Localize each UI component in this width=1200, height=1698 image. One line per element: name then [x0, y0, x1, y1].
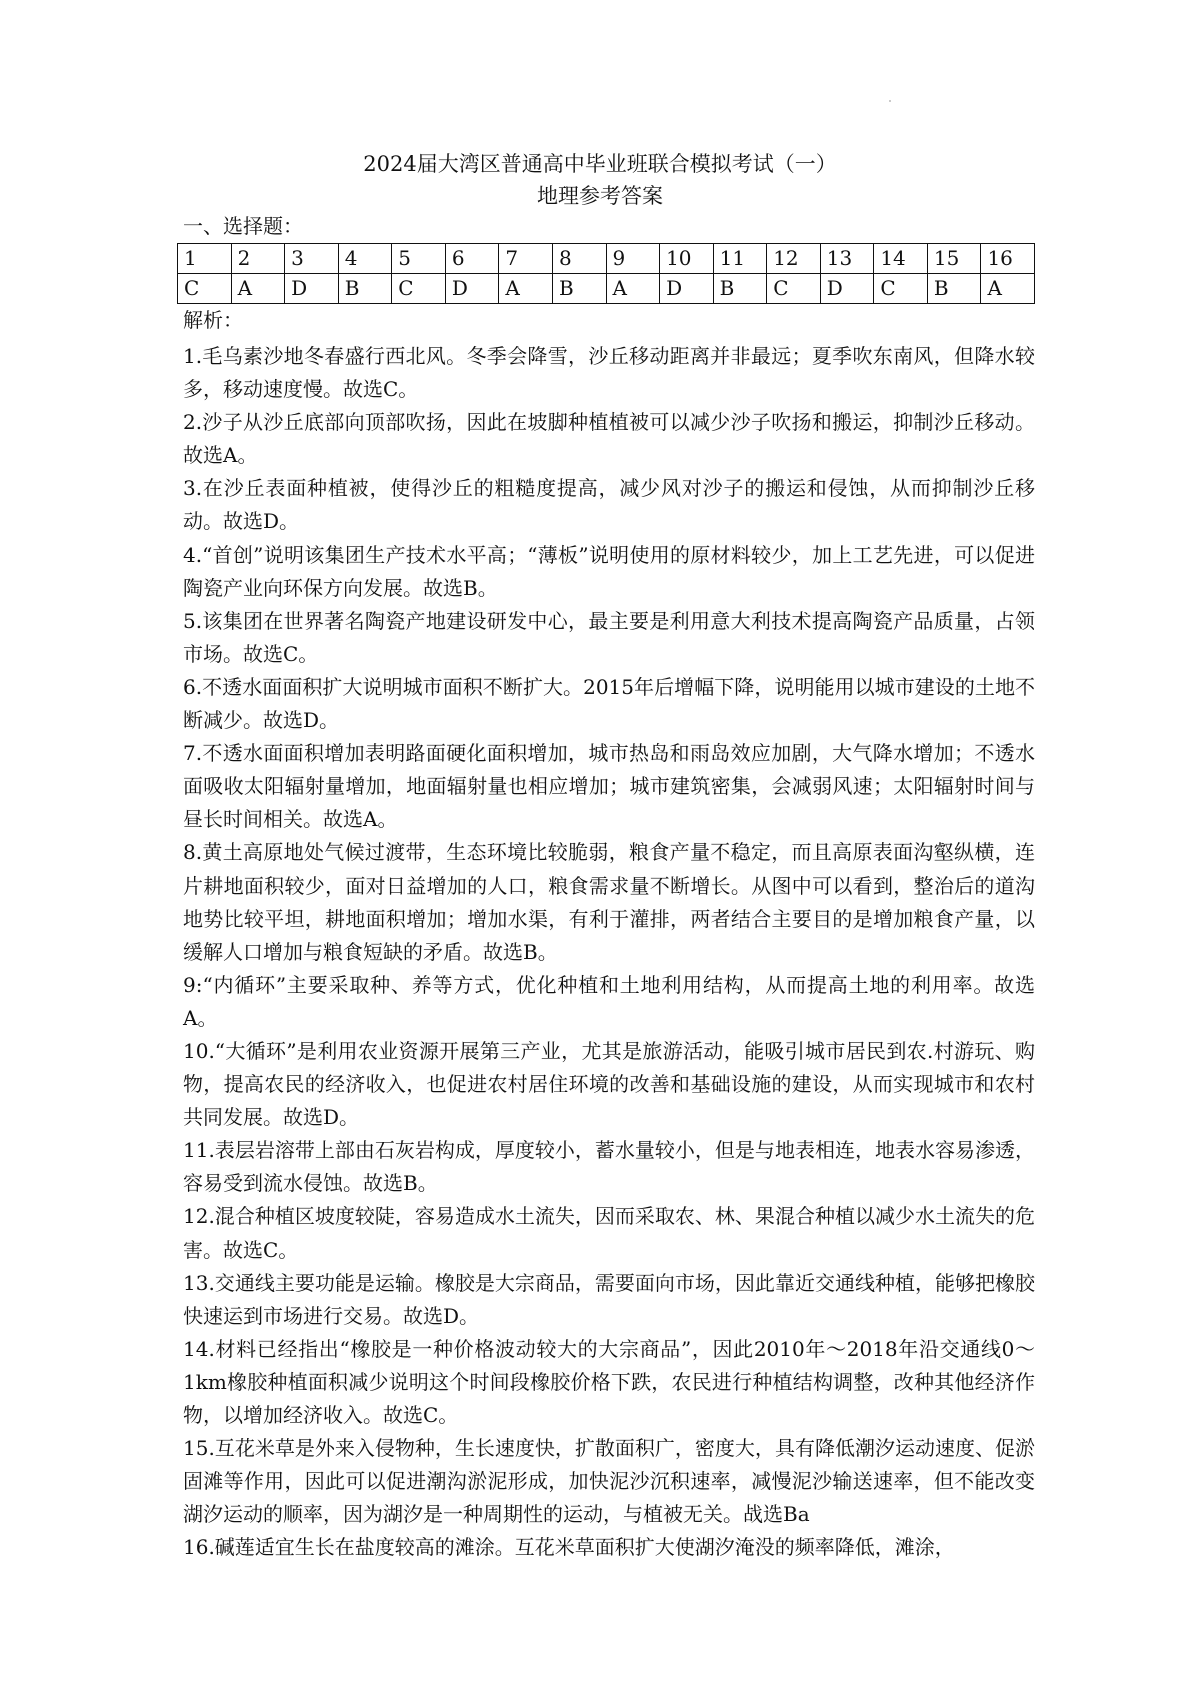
answer-number-row: [178, 244, 1035, 274]
answer-letter-cell: C: [178, 274, 232, 304]
section-heading-choice: 一、选择题：: [183, 214, 303, 238]
question-number-cell: 10: [660, 244, 714, 274]
question-number-cell: 7: [499, 244, 553, 274]
analysis-heading: 解析：: [183, 308, 243, 332]
answer-letter-cell: B: [552, 274, 606, 304]
answer-letter-cell: D: [445, 274, 499, 304]
analysis-item: 1.毛乌素沙地冬春盛行西北风。冬季会降雪，沙丘移动距离并非最远；夏季吹东南风，但降水较多，移动速度慢。故选C。: [183, 344, 1035, 402]
answer-letter-cell: D: [820, 274, 874, 304]
answer-letter-cell: B: [713, 274, 767, 304]
analysis-item: 15.互花米草是外来入侵物种，生长速度快，扩散面积广，密度大，具有降低潮汐运动速度、促淤固滩等作用，因此可以促进潮沟淤泥形成，加快泥沙沉积速率，减慢泥沙输送速率，但不能改变湖汐运动的顺率，因为湖汐是一种周期性的运动，与植被无关。战选Ba: [183, 1436, 1035, 1527]
question-number-cell: 5: [392, 244, 446, 274]
answer-letter-cell: C: [767, 274, 821, 304]
question-number-cell: 14: [874, 244, 928, 274]
analysis-item: 8.黄土高原地处气候过渡带，生态环境比较脆弱，粮食产量不稳定，而且高原表面沟壑纵横，连片耕地面积较少，面对日益增加的人口，粮食需求量不断增长。从图中可以看到，整治后的道沟地势比较平坦，耕地面积增加；增加水渠，有利于灌排，两者结合主要目的是增加粮食产量，以缓解人口增加与粮食短缺的矛盾。故选B。: [183, 840, 1035, 964]
answer-letter-cell: B: [927, 274, 981, 304]
page-subtitle: 地理参考答案: [537, 184, 663, 208]
analysis-item: 10.“大循环”是利用农业资源开展第三产业，尤其是旅游活动，能吸引城市居民到农.村游玩、购物，提高农民的经济收入，也促进农村居住环境的改善和基础设施的建设，从而实现城市和农村共同发展。故选D。: [183, 1038, 1035, 1130]
analysis-body: [183, 340, 1035, 1564]
analysis-item: 7.不透水面面积增加表明路面硬化面积增加，城市热岛和雨岛效应加剧，大气降水增加；不透水面吸收太阳辐射量增加，地面辐射量也相应增加；城市建筑密集，会减弱风速；太阳辐射时间与昼长时间相关。故选A。: [183, 741, 1035, 832]
question-number-cell: 2: [231, 244, 285, 274]
question-number-cell: 9: [606, 244, 660, 274]
analysis-item: 14.材料已经指出“橡胶是一种价格波动较大的大宗商品”，因此2010年～2018年沿交通线0～1km橡胶种植面积减少说明这个时间段橡胶价格下跌，农民进行种植结构调整，改种其他经济作物，以增加经济收入。故选C。: [183, 1336, 1035, 1427]
analysis-item: 11.表层岩溶带上部由石灰岩构成，厚度较小，蓄水量较小，但是与地表相连，地表水容易渗透，容易受到流水侵蚀。故选B。: [183, 1138, 1035, 1196]
analysis-item: 3.在沙丘表面种植被，使得沙丘的粗糙度提高，减少风对沙子的搬运和侵蚀，从而抑制沙丘移动。故选D。: [183, 476, 1035, 534]
question-number-cell: 16: [981, 244, 1035, 274]
analysis-item: 5.该集团在世界著名陶瓷产地建设研发中心，最主要是利用意大利技术提高陶瓷产品质量，占领市场。故选C。: [183, 608, 1035, 666]
question-number-cell: 13: [820, 244, 874, 274]
scan-speck: [889, 100, 891, 102]
analysis-item: 2.沙子从沙丘底部向顶部吹扬，因此在坡脚种植植被可以减少沙子吹扬和搬运，抑制沙丘移动。故选A。: [183, 410, 1035, 468]
question-number-cell: 4: [338, 244, 392, 274]
question-number-cell: 3: [285, 244, 339, 274]
answer-letter-cell: A: [981, 274, 1035, 304]
answer-letter-cell: D: [660, 274, 714, 304]
analysis-item: 12.混合种植区坡度较陡，容易造成水土流失，因而采取农、林、果混合种植以减少水土流失的危害。故选C。: [183, 1204, 1035, 1262]
answer-table: [177, 243, 1035, 304]
question-number-cell: 11: [713, 244, 767, 274]
answer-letter-cell: D: [285, 274, 339, 304]
question-number-cell: 15: [927, 244, 981, 274]
question-number-cell: 12: [767, 244, 821, 274]
question-number-cell: 8: [552, 244, 606, 274]
answer-letter-cell: B: [338, 274, 392, 304]
question-number-cell: 6: [445, 244, 499, 274]
answer-letter-cell: A: [231, 274, 285, 304]
analysis-item: 9:“内循环”主要采取种、养等方式，优化种植和土地利用结构，从而提高土地的利用率。故选A。: [183, 972, 1035, 1030]
analysis-item: 16.碱莲适宜生长在盐度较高的滩涂。互花米草面积扩大使湖汐淹没的频率降低，滩涂，: [183, 1535, 955, 1560]
question-number-cell: 1: [178, 244, 232, 274]
answer-letter-row: [178, 274, 1035, 304]
answer-letter-cell: A: [606, 274, 660, 304]
answer-letter-cell: C: [392, 274, 446, 304]
analysis-item: 6.不透水面面积扩大说明城市面积不断扩大。2015年后增幅下降，说明能用以城市建设的土地不断减少。故选D。: [183, 674, 1035, 733]
analysis-item: 4.“首创”说明该集团生产技术水平高；“薄板”说明使用的原材料较少，加上工艺先进，可以促进陶瓷产业向环保方向发展。故选B。: [183, 542, 1035, 600]
analysis-item: 13.交通线主要功能是运输。橡胶是大宗商品，需要面向市场，因此靠近交通线种植，能够把橡胶快速运到市场进行交易。故选D。: [183, 1270, 1035, 1328]
answer-letter-cell: C: [874, 274, 928, 304]
page-title: 2024届大湾区普通高中毕业班联合模拟考试（一）: [363, 152, 837, 176]
answer-letter-cell: A: [499, 274, 553, 304]
